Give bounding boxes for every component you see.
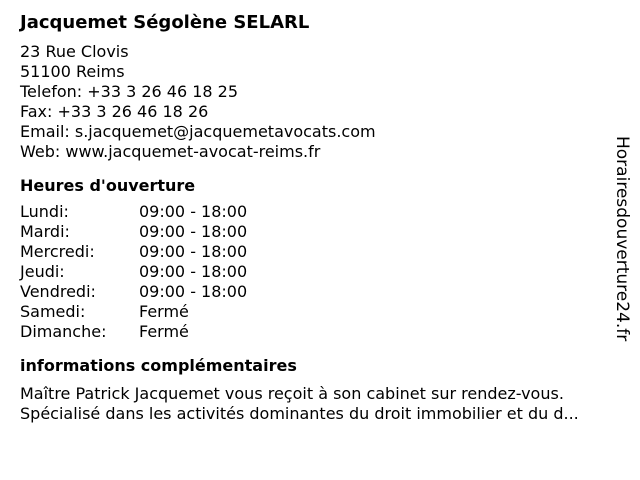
business-name: Jacquemet Ségolène SELARL	[20, 12, 310, 33]
address-city: 51100 Reims	[20, 62, 125, 81]
business-card	[20, 10, 610, 424]
address-street: 23 Rue Clovis	[20, 42, 129, 61]
opening-hours-heading: Heures d'ouverture	[20, 176, 196, 195]
hours-day: Dimanche:	[20, 322, 107, 341]
opening-hours-table	[20, 202, 610, 342]
hours-row	[20, 322, 610, 342]
hours-time: 09:00 - 18:00	[139, 222, 248, 241]
hours-day: Vendredi:	[20, 282, 96, 301]
hours-row	[20, 282, 610, 302]
hours-time: 09:00 - 18:00	[139, 242, 248, 261]
hours-row	[20, 202, 610, 222]
info-line-1: Maître Patrick Jacquemet vous reçoit à son cabinet sur rendez-vous.	[20, 384, 564, 403]
info-line-2: Spécialisé dans les activités dominantes du droit immobilier et du d...	[20, 404, 579, 423]
hours-row	[20, 222, 610, 242]
contact-block	[20, 42, 610, 162]
hours-time: 09:00 - 18:00	[139, 262, 248, 281]
email-line: Email: s.jacquemet@jacquemetavocats.com	[20, 122, 376, 141]
additional-info-heading: informations complémentaires	[20, 356, 297, 375]
hours-day: Samedi:	[20, 302, 86, 321]
hours-time: 09:00 - 18:00	[139, 202, 248, 221]
hours-time: Fermé	[139, 302, 189, 321]
hours-day: Mercredi:	[20, 242, 95, 261]
hours-row	[20, 262, 610, 282]
site-watermark: Horairesdouverture24.fr	[612, 136, 632, 342]
fax-line: Fax: +33 3 26 46 18 26	[20, 102, 209, 121]
additional-info-text	[20, 384, 610, 424]
web-line: Web: www.jacquemet-avocat-reims.fr	[20, 142, 321, 161]
phone-line: Telefon: +33 3 26 46 18 25	[20, 82, 239, 101]
hours-time: 09:00 - 18:00	[139, 282, 248, 301]
hours-day: Lundi:	[20, 202, 69, 221]
hours-row	[20, 242, 610, 262]
hours-day: Jeudi:	[20, 262, 65, 281]
hours-time: Fermé	[139, 322, 189, 341]
hours-day: Mardi:	[20, 222, 70, 241]
hours-row	[20, 302, 610, 322]
